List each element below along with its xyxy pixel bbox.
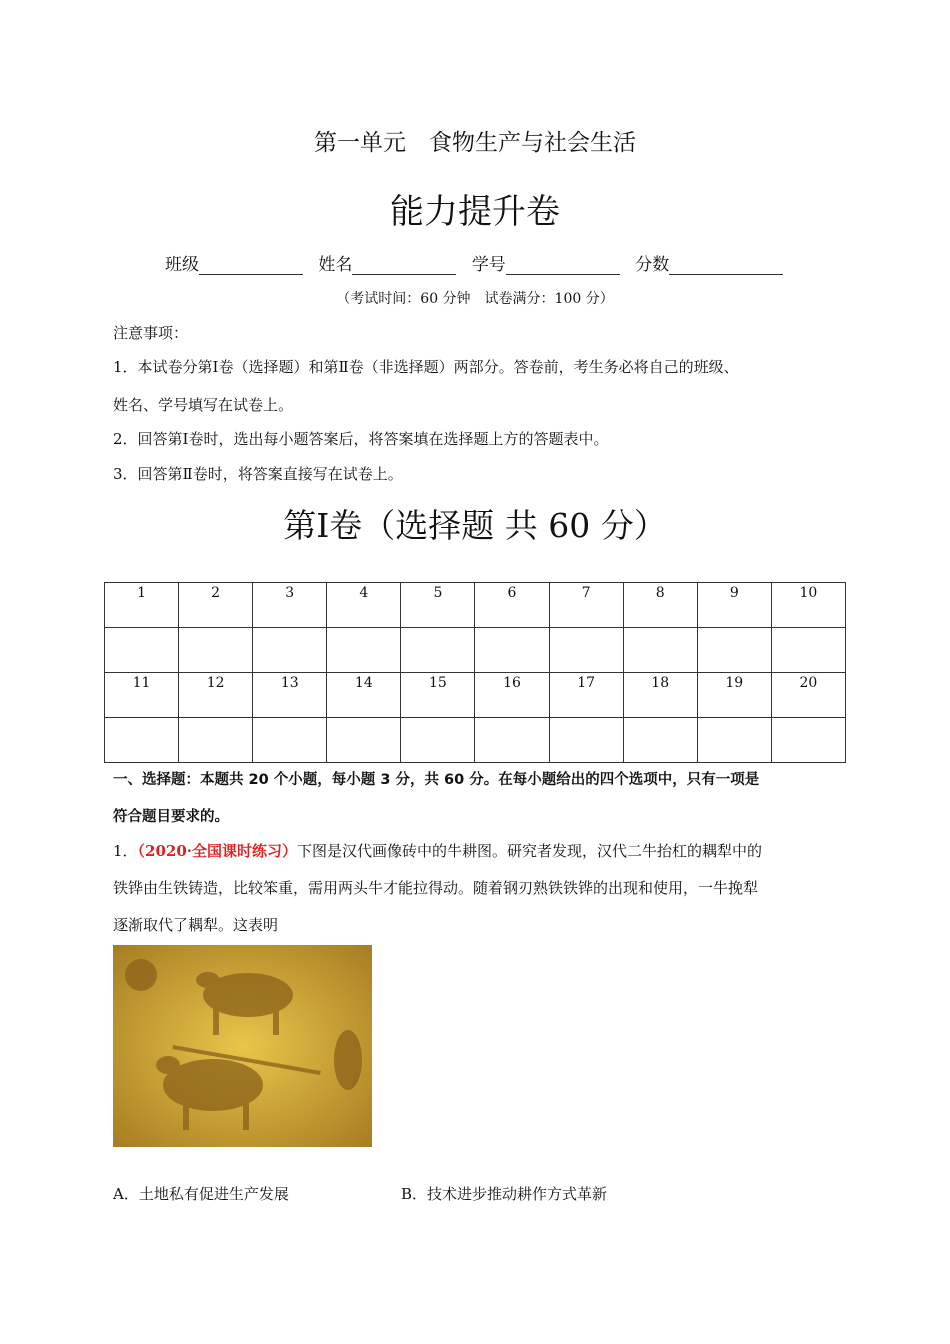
answer-cell[interactable] [179, 718, 253, 763]
answer-cell[interactable] [105, 628, 179, 673]
option-b: B．技术进步推动耕作方式革新 [401, 1185, 608, 1203]
question-number-cell: 7 [549, 583, 623, 628]
answer-cell[interactable] [623, 628, 697, 673]
question-number-cell: 8 [623, 583, 697, 628]
name-blank[interactable] [352, 258, 456, 275]
answer-cell[interactable] [253, 628, 327, 673]
answer-cell[interactable] [105, 718, 179, 763]
question-1-line2: 铁铧由生铁铸造，比较笨重，需用两头牛才能拉得动。随着钢刃熟铁铁铧的出现和使用，一牛挽犁 [113, 879, 759, 897]
section-instructions-cont: 符合题目要求的。 [113, 809, 229, 825]
option-a: A．土地私有促进生产发展 [113, 1185, 289, 1203]
answer-cell[interactable] [549, 628, 623, 673]
answer-cell[interactable] [253, 718, 327, 763]
answer-table [104, 582, 846, 763]
question-number-cell: 4 [327, 583, 401, 628]
answer-cell[interactable] [401, 718, 475, 763]
note-item: 姓名、学号填写在试卷上。 [113, 396, 294, 414]
answer-cell[interactable] [475, 628, 549, 673]
question-number-cell: 17 [549, 673, 623, 718]
student-id-label: 学号 [471, 255, 506, 275]
volume-title: 第Ⅰ卷（选择题 共 60 分） [283, 506, 667, 545]
question-number-cell: 20 [771, 673, 845, 718]
question-number-cell: 11 [105, 673, 179, 718]
answer-cell[interactable] [327, 628, 401, 673]
question-number: 1． [113, 842, 138, 860]
question-number-cell: 2 [179, 583, 253, 628]
student-id-blank[interactable] [506, 258, 620, 275]
question-number-cell: 18 [623, 673, 697, 718]
answer-cell[interactable] [549, 718, 623, 763]
answer-cell[interactable] [327, 718, 401, 763]
question-number-cell: 3 [253, 583, 327, 628]
notes-heading: 注意事项： [113, 324, 189, 342]
question-number-cell: 19 [697, 673, 771, 718]
note-item: 3．回答第Ⅱ卷时，将答案直接写在试卷上。 [113, 465, 403, 483]
score-label: 分数 [635, 255, 670, 275]
question-number-cell: 10 [771, 583, 845, 628]
question-number-cell: 9 [697, 583, 771, 628]
question-number-cell: 14 [327, 673, 401, 718]
answer-cell[interactable] [697, 718, 771, 763]
student-info-fields [165, 250, 793, 275]
answer-cell[interactable] [401, 628, 475, 673]
unit-title: 第一单元 食物生产与社会生活 [314, 130, 636, 156]
question-source: （2020·全国课时练习） [137, 842, 298, 860]
exam-time: （考试时间：60 分钟 试卷满分：100 分） [336, 291, 614, 307]
question-1-line3: 逐渐取代了耦犁。这表明 [113, 916, 279, 934]
question-number-cell: 1 [105, 583, 179, 628]
class-blank[interactable] [199, 258, 303, 275]
answer-cell[interactable] [771, 718, 845, 763]
answer-cell[interactable] [623, 718, 697, 763]
note-item: 1．本试卷分第Ⅰ卷（选择题）和第Ⅱ卷（非选择题）两部分。答卷前，考生务必将自己的班级、 [113, 358, 739, 376]
answer-cell[interactable] [475, 718, 549, 763]
ox-plowing-brick-image [113, 945, 372, 1147]
score-blank[interactable] [669, 258, 783, 275]
question-number-cell: 15 [401, 673, 475, 718]
answer-cell[interactable] [697, 628, 771, 673]
answer-cell[interactable] [179, 628, 253, 673]
question-number-cell: 12 [179, 673, 253, 718]
note-item: 2．回答第Ⅰ卷时，选出每小题答案后，将答案填在选择题上方的答题表中。 [113, 430, 609, 448]
paper-title: 能力提升卷 [390, 192, 560, 232]
class-label: 班级 [165, 255, 199, 275]
question-text: 下图是汉代画像砖中的牛耕图。研究者发现，汉代二牛抬杠的耦犁中的 [297, 842, 763, 860]
question-number-cell: 6 [475, 583, 549, 628]
question-number-cell: 5 [401, 583, 475, 628]
section-instructions: 一、选择题：本题共 20 个小题，每小题 3 分，共 60 分。在每小题给出的四个选项中，只有一项是 [113, 772, 760, 788]
question-1-line1 [113, 840, 762, 861]
question-number-cell: 13 [253, 673, 327, 718]
name-label: 姓名 [318, 255, 353, 275]
question-number-cell: 16 [475, 673, 549, 718]
answer-cell[interactable] [771, 628, 845, 673]
